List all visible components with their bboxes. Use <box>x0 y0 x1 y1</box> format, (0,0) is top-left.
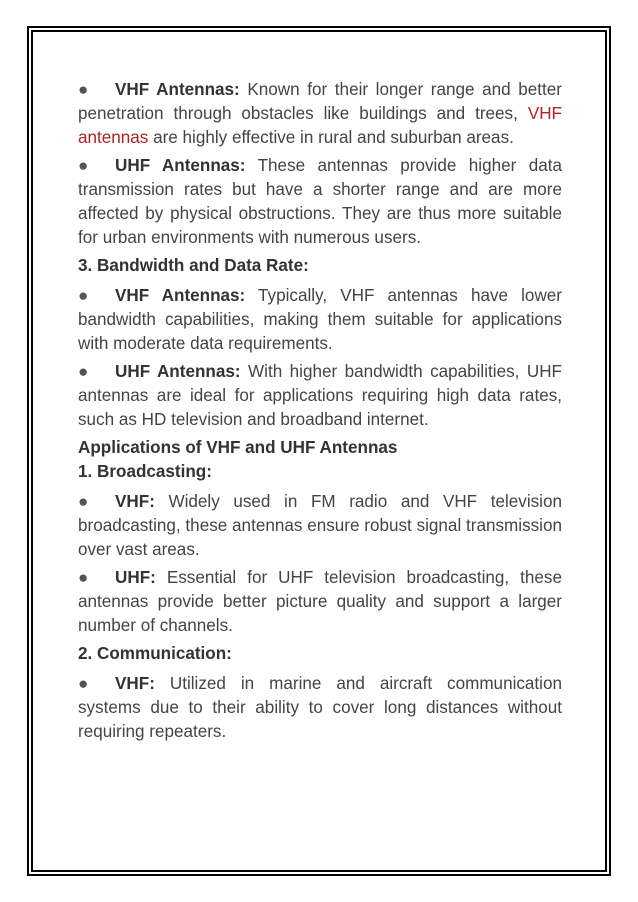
paragraph-uhf-broadcasting <box>78 566 562 638</box>
term-label: VHF: <box>115 674 155 693</box>
paragraph-text: Known for their longer range and better penetration through obstacles like buildings and trees, <box>78 80 562 123</box>
bullet-icon: ● <box>78 156 89 175</box>
paragraph-vhf-range <box>78 78 562 150</box>
heading-bandwidth: 3. Bandwidth and Data Rate: <box>78 256 309 275</box>
term-label: VHF Antennas: <box>115 80 240 99</box>
paragraph-text: Essential for UHF television broadcasting, these antennas provide better picture quality and support a larger number of channels. <box>78 568 562 635</box>
heading-broadcasting: 1. Broadcasting: <box>78 462 212 481</box>
paragraph-vhf-communication <box>78 672 562 744</box>
paragraph-text: Utilized in marine and aircraft communication systems due to their ability to cover long distances without requiring repeaters. <box>78 674 562 741</box>
paragraph-text: These antennas provide higher data transmission rates but have a shorter range and are more affected by physical obstructions. They are thus more suitable for urban environments with numerous users. <box>78 156 562 247</box>
bullet-icon: ● <box>78 286 89 305</box>
term-label: UHF Antennas: <box>115 156 246 175</box>
paragraph-text: Widely used in FM radio and VHF television broadcasting, these antennas ensure robust signal transmission over vast areas. <box>78 492 562 559</box>
bullet-icon: ● <box>78 492 89 511</box>
paragraph-text: Typically, VHF antennas have lower bandwidth capabilities, making them suitable for applications with moderate data requirements. <box>78 286 562 353</box>
paragraph-text: are highly effective in rural and suburban areas. <box>148 128 514 147</box>
term-label: UHF: <box>115 568 156 587</box>
bullet-icon: ● <box>78 80 89 99</box>
bullet-icon: ● <box>78 568 89 587</box>
heading-communication: 2. Communication: <box>78 644 232 663</box>
term-label: VHF: <box>115 492 155 511</box>
document-content <box>78 78 562 748</box>
paragraph-text: With higher bandwidth capabilities, UHF antennas are ideal for applications requiring high data rates, such as HD television and broadband internet. <box>78 362 562 429</box>
paragraph-vhf-broadcasting <box>78 490 562 562</box>
paragraph-uhf-bandwidth <box>78 360 562 432</box>
term-label: UHF Antennas: <box>115 362 241 381</box>
vhf-antennas-link[interactable]: VHF antennas <box>78 104 562 147</box>
bullet-icon: ● <box>78 674 89 693</box>
bullet-icon: ● <box>78 362 89 381</box>
term-label: VHF Antennas: <box>115 286 246 305</box>
paragraph-vhf-bandwidth <box>78 284 562 356</box>
heading-applications: Applications of VHF and UHF Antennas <box>78 438 398 457</box>
paragraph-uhf-range <box>78 154 562 250</box>
